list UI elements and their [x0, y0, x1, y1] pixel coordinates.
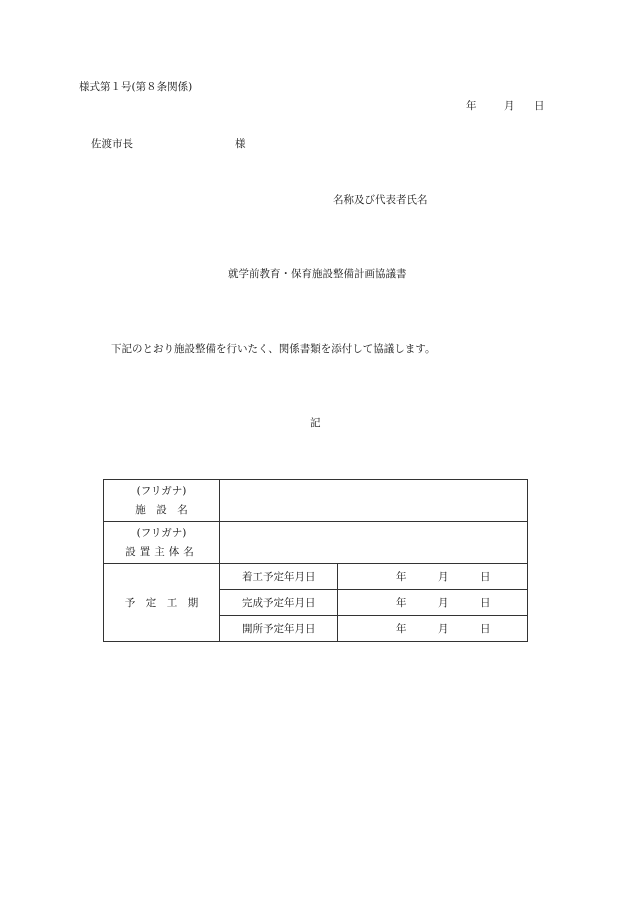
facility-name-furigana: (フリガナ): [136, 484, 187, 497]
ki-heading: 記: [310, 417, 321, 429]
start-date-year: 年: [396, 571, 407, 583]
completion-date-label: 完成予定年月日: [220, 590, 338, 616]
start-date-value[interactable]: [338, 564, 528, 590]
opening-date-label: 開所予定年月日: [220, 616, 338, 642]
date-month: 月: [504, 100, 515, 112]
start-date-day: 日: [480, 571, 491, 583]
operator-name-label-cell: [104, 522, 220, 564]
completion-date-value[interactable]: [338, 590, 528, 616]
form-number: 様式第１号(第８条関係): [79, 81, 193, 93]
operator-name-furigana: (フリガナ): [136, 526, 187, 539]
table-row-start-date: [104, 564, 528, 590]
schedule-label: 予 定 工 期: [104, 564, 220, 642]
opening-date-month: 月: [438, 623, 449, 635]
facility-name-label-cell: [104, 480, 220, 522]
addressee: 佐渡市長: [91, 138, 133, 150]
facility-table: [103, 479, 528, 642]
facility-name-label: 施 設 名: [135, 503, 188, 516]
addressee-suffix: 様: [235, 138, 246, 150]
table-row-facility-name: [104, 480, 528, 522]
completion-date-year: 年: [396, 597, 407, 609]
operator-name-label: 設置主体名: [125, 545, 198, 558]
date-year: 年: [466, 100, 477, 112]
start-date-month: 月: [438, 571, 449, 583]
table-row-operator-name: [104, 522, 528, 564]
document-title: 就学前教育・保育施設整備計画協議書: [228, 268, 407, 280]
date-day: 日: [534, 100, 545, 112]
completion-date-day: 日: [480, 597, 491, 609]
opening-date-year: 年: [396, 623, 407, 635]
opening-date-value[interactable]: [338, 616, 528, 642]
signer-label: 名称及び代表者氏名: [333, 194, 428, 206]
facility-name-value[interactable]: [220, 480, 528, 522]
body-text: 下記のとおり施設整備を行いたく、関係書類を添付して協議します。: [111, 343, 436, 355]
completion-date-month: 月: [438, 597, 449, 609]
operator-name-value[interactable]: [220, 522, 528, 564]
start-date-label: 着工予定年月日: [220, 564, 338, 590]
date-line: [466, 101, 545, 112]
opening-date-day: 日: [480, 623, 491, 635]
